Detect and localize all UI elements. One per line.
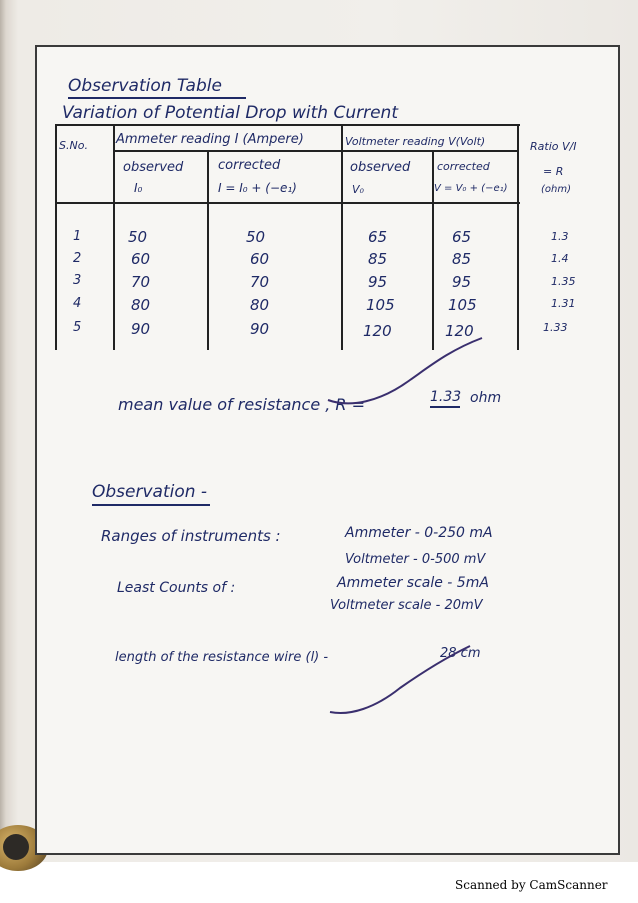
cell-i-observed: 80 bbox=[131, 296, 151, 314]
header-ratio-eq: = R bbox=[543, 165, 564, 178]
cell-ratio: 1.31 bbox=[551, 297, 576, 310]
wire-length-value: 28 cm bbox=[440, 646, 481, 661]
mean-resistance-unit: ohm bbox=[470, 390, 502, 406]
table-subtitle: Variation of Potential Drop with Current bbox=[62, 103, 398, 123]
header-ratio-unit: (ohm) bbox=[541, 184, 571, 195]
least-counts-label: Least Counts of : bbox=[117, 580, 236, 596]
title-underline bbox=[68, 97, 246, 99]
cell-v-observed: 65 bbox=[368, 228, 388, 246]
mean-resistance-value: 1.33 bbox=[430, 389, 462, 405]
cell-i-corrected: 50 bbox=[246, 228, 266, 246]
cell-ratio: 1.35 bbox=[551, 275, 576, 288]
cell-i-corrected: 70 bbox=[250, 273, 270, 291]
cell-sno: 2 bbox=[73, 251, 82, 266]
voltmeter-least-count: Voltmeter scale - 20mV bbox=[330, 598, 483, 613]
wire-length-label: length of the resistance wire (l) - bbox=[115, 650, 329, 665]
check-mark bbox=[320, 640, 480, 720]
cell-i-observed: 90 bbox=[131, 320, 151, 338]
ammeter-least-count: Ammeter scale - 5mA bbox=[337, 575, 489, 591]
header-voltmeter: Voltmeter reading V(Volt) bbox=[345, 135, 486, 148]
check-mark bbox=[320, 330, 490, 410]
cell-i-observed: 50 bbox=[128, 228, 148, 246]
binder-ring-hole bbox=[3, 834, 29, 860]
cell-v-corrected: 85 bbox=[452, 250, 472, 268]
cell-i-observed: 70 bbox=[131, 273, 151, 291]
subheader-voltmeter-observed: observed bbox=[350, 160, 411, 175]
cell-v-observed: 105 bbox=[366, 296, 395, 314]
page-title: Observation Table bbox=[68, 76, 222, 96]
subheader-voltmeter-formula: V = V₀ + (−e₁) bbox=[434, 183, 508, 194]
header-sno: S.No. bbox=[59, 139, 88, 152]
cell-sno: 1 bbox=[73, 229, 82, 244]
cell-v-observed: 120 bbox=[363, 322, 392, 340]
cell-i-corrected: 90 bbox=[250, 320, 270, 338]
cell-ratio: 1.4 bbox=[551, 252, 569, 265]
observation-underline bbox=[92, 504, 210, 506]
scanner-watermark: Scanned by CamScanner bbox=[455, 878, 608, 892]
cell-ratio: 1.33 bbox=[543, 321, 568, 334]
cell-ratio: 1.3 bbox=[551, 230, 569, 243]
subheader-voltmeter-observed-symbol: V₀ bbox=[352, 183, 364, 196]
cell-i-corrected: 60 bbox=[250, 250, 270, 268]
voltmeter-range: Voltmeter - 0-500 mV bbox=[345, 552, 486, 567]
cell-v-observed: 95 bbox=[368, 273, 388, 291]
subheader-ammeter-formula: I = I₀ + (−e₁) bbox=[218, 181, 297, 195]
cell-v-observed: 85 bbox=[368, 250, 388, 268]
cell-v-corrected: 105 bbox=[448, 296, 477, 314]
mean-resistance-label: mean value of resistance , R = bbox=[118, 395, 366, 414]
cell-i-observed: 60 bbox=[131, 250, 151, 268]
cell-sno: 5 bbox=[73, 320, 82, 335]
header-ratio: Ratio V/I bbox=[530, 140, 577, 153]
subheader-voltmeter-corrected: corrected bbox=[437, 160, 490, 173]
subheader-ammeter-observed: observed bbox=[123, 160, 184, 175]
subheader-ammeter-corrected: corrected bbox=[218, 158, 281, 173]
cell-sno: 3 bbox=[73, 273, 82, 288]
cell-v-corrected: 95 bbox=[452, 273, 472, 291]
subheader-ammeter-observed-symbol: I₀ bbox=[134, 181, 143, 195]
header-ammeter: Ammeter reading I (Ampere) bbox=[116, 132, 304, 147]
cell-v-corrected: 65 bbox=[452, 228, 472, 246]
cell-sno: 4 bbox=[73, 296, 82, 311]
observation-heading: Observation - bbox=[92, 482, 208, 502]
ranges-label: Ranges of instruments : bbox=[101, 527, 281, 545]
ammeter-range: Ammeter - 0-250 mA bbox=[345, 525, 493, 541]
cell-i-corrected: 80 bbox=[250, 296, 270, 314]
cell-v-corrected: 120 bbox=[445, 322, 474, 340]
